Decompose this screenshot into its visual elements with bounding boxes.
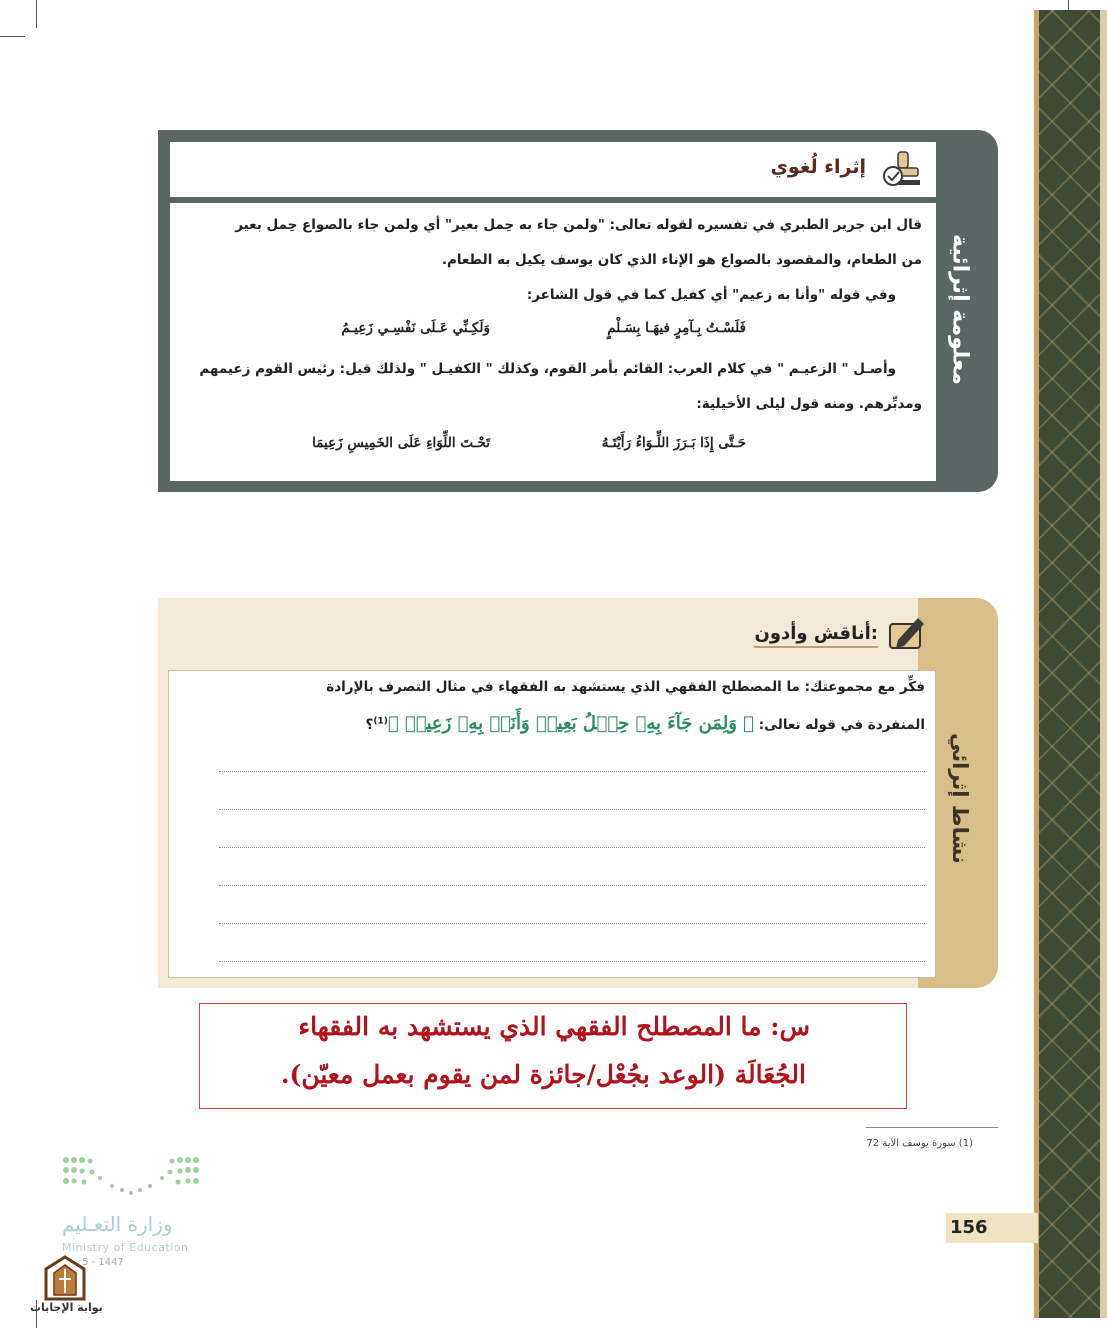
question-prefix: المنفردة في قوله تعالى: [758, 717, 925, 733]
enrichment-line: من الطعام، والمقصود بالصواع هو الإناء الذي كان يوسف يكيل به الطعام. [441, 252, 922, 268]
pen-paper-icon [884, 610, 928, 654]
border-edge [1100, 10, 1107, 1318]
activity-question: فكِّر مع مجموعتك: ما المصطلح الفقهي الذي يستشهد به الفقهاء في مثال التصرف بالإرادة [326, 679, 925, 695]
activity-box [158, 598, 998, 988]
poem-verse-1a: فَلَسْـتُ بِـآمِرٍ فيهَـا بِسَـلْمٍ [607, 320, 746, 336]
enrichment-body [170, 203, 936, 481]
decorative-border [1034, 10, 1107, 1318]
enrichment-box [158, 130, 998, 492]
poem-verse-2a: حَـتَّى إِذَا بَـرَزَ اللِّـوَاءُ رَأَيْتَـهُ [601, 435, 746, 451]
footnote-rule [866, 1127, 998, 1128]
enrichment-title: إثراء لُغوي [770, 156, 866, 178]
poem-verse-2b: تَحْـتَ اللِّوَاءِ عَلَى الخَمِيسِ زَعِيمَا [312, 435, 490, 451]
crop-mark [0, 36, 25, 37]
answer-line[interactable] [219, 847, 925, 848]
ministry-year: 5 - 1447 [82, 1257, 124, 1268]
answer-line[interactable] [219, 923, 925, 924]
poem-verse-1b: وَلَكِـنِّي عَـلَى نَفْسِـي زَعِيـمُ [341, 320, 490, 336]
activity-answer-area [168, 670, 936, 978]
portal-name: بوابة الإجابات [30, 1301, 103, 1314]
footnote-ref: (1) [373, 716, 388, 727]
activity-title: أناقش وأدون: [754, 623, 878, 648]
enrichment-line: ومدبِّرهم. ومنه قول ليلى الأخيلية: [696, 396, 922, 412]
answer-line[interactable] [219, 961, 925, 962]
crop-mark [36, 0, 37, 28]
enrichment-line: وأصـل " الزعيـم " في كلام العرب: القائم بأمر القوم، وكذلك " الكفيـل " ولذلك قيل: رئيس القوم زعيمهم [199, 361, 896, 377]
page-number: 156 [950, 1217, 988, 1238]
question-mark: ؟ [365, 717, 374, 733]
enrichment-side-label: معلومة إثرائية [947, 234, 973, 386]
answer-box [199, 1003, 907, 1109]
page-number-tab [946, 1213, 1038, 1243]
ministry-logo-icon [62, 1156, 200, 1198]
answer-question: س: ما المصطلح الفقهي الذي يستشهد به الفقهاء [298, 1012, 810, 1041]
enrichment-header [170, 142, 936, 197]
ministry-name-arabic: وزارة التعـليم [62, 1212, 173, 1236]
quran-verse: ﴿ وَلِمَن جَآءَ بِهِۦ حِمۡلُ بَعِيرٖ وَأَنَا۠ بِهِۦ زَعِيمٞ ﴾ [387, 713, 754, 734]
enrichment-line: وفي قوله "وأنا به زعيم" أي كفيل كما في قول الشاعر: [526, 287, 896, 303]
answer-line[interactable] [219, 809, 925, 810]
stamp-check-icon [880, 148, 926, 192]
activity-question-line2 [365, 713, 925, 734]
answer-text: الجُعَالَة (الوعد بجُعْل/جائزة لمن يقوم بعمل معيّن). [280, 1060, 806, 1089]
border-edge [1034, 10, 1039, 1318]
activity-side-label: نشاط إثرائي [948, 732, 972, 864]
footnote: (1) سورة يوسف الآية 72 [866, 1138, 973, 1149]
ministry-name-english: Ministry of Education [62, 1241, 189, 1254]
answer-line[interactable] [219, 885, 925, 886]
answer-line[interactable] [219, 771, 925, 772]
enrichment-line: قال ابن جرير الطبري في تفسيره لقوله تعالى: "ولمن جاء به حِمل بعير" أي ولمن جاء بالصواع حِمل بعير [235, 217, 922, 233]
portal-logo-icon [42, 1255, 88, 1303]
